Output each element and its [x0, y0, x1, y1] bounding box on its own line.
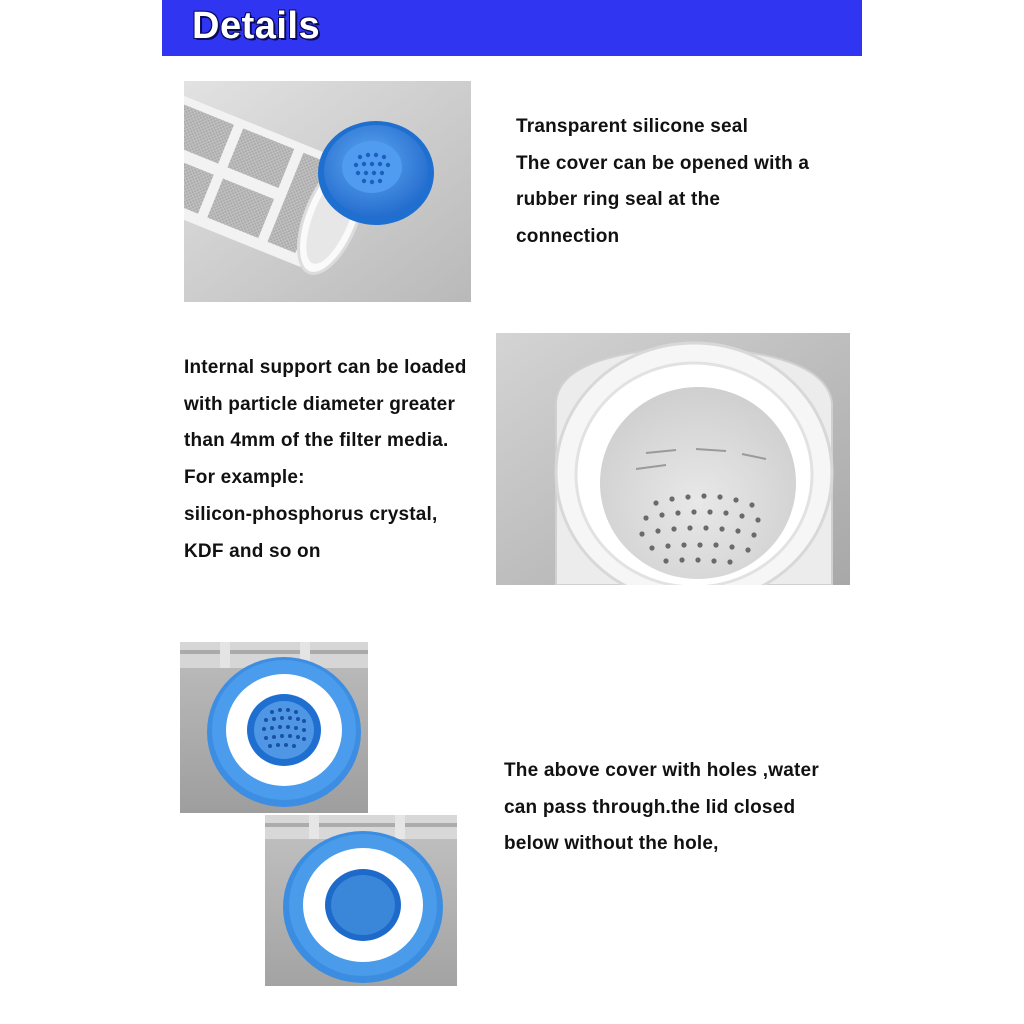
seal-description-line: The cover can be opened with a: [516, 152, 810, 174]
support-description-line: For example:: [184, 467, 305, 489]
seal-description-line: Transparent silicone seal: [516, 116, 749, 137]
covers-description-line: below without the hole,: [504, 833, 719, 855]
support-description-line: than 4mm of the filter media.: [184, 430, 449, 452]
seal-description-line: connection: [516, 226, 620, 248]
covers-description-line: can pass through.the lid closed: [504, 796, 796, 818]
seal-description-line: rubber ring seal at the: [516, 189, 721, 211]
support-description-line: Internal support can be loaded: [184, 357, 467, 378]
covers-description-line: The above cover with holes ,water: [504, 760, 819, 781]
support-description-line: with particle diameter greater: [184, 393, 456, 415]
covers-description: [504, 753, 819, 863]
filter-cartridge-open-cover-photo: [184, 81, 471, 302]
filter-cartridge-top-view-photo: [496, 333, 850, 585]
details-banner: [162, 0, 862, 56]
cover-without-holes-photo: [265, 815, 457, 986]
seal-description: [516, 109, 809, 256]
support-description: [184, 350, 467, 570]
support-description-line: silicon-phosphorus crystal,: [184, 503, 438, 525]
cover-with-holes-photo: [180, 642, 368, 813]
banner-title: Details: [192, 5, 321, 47]
support-description-line: KDF and so on: [184, 540, 321, 562]
